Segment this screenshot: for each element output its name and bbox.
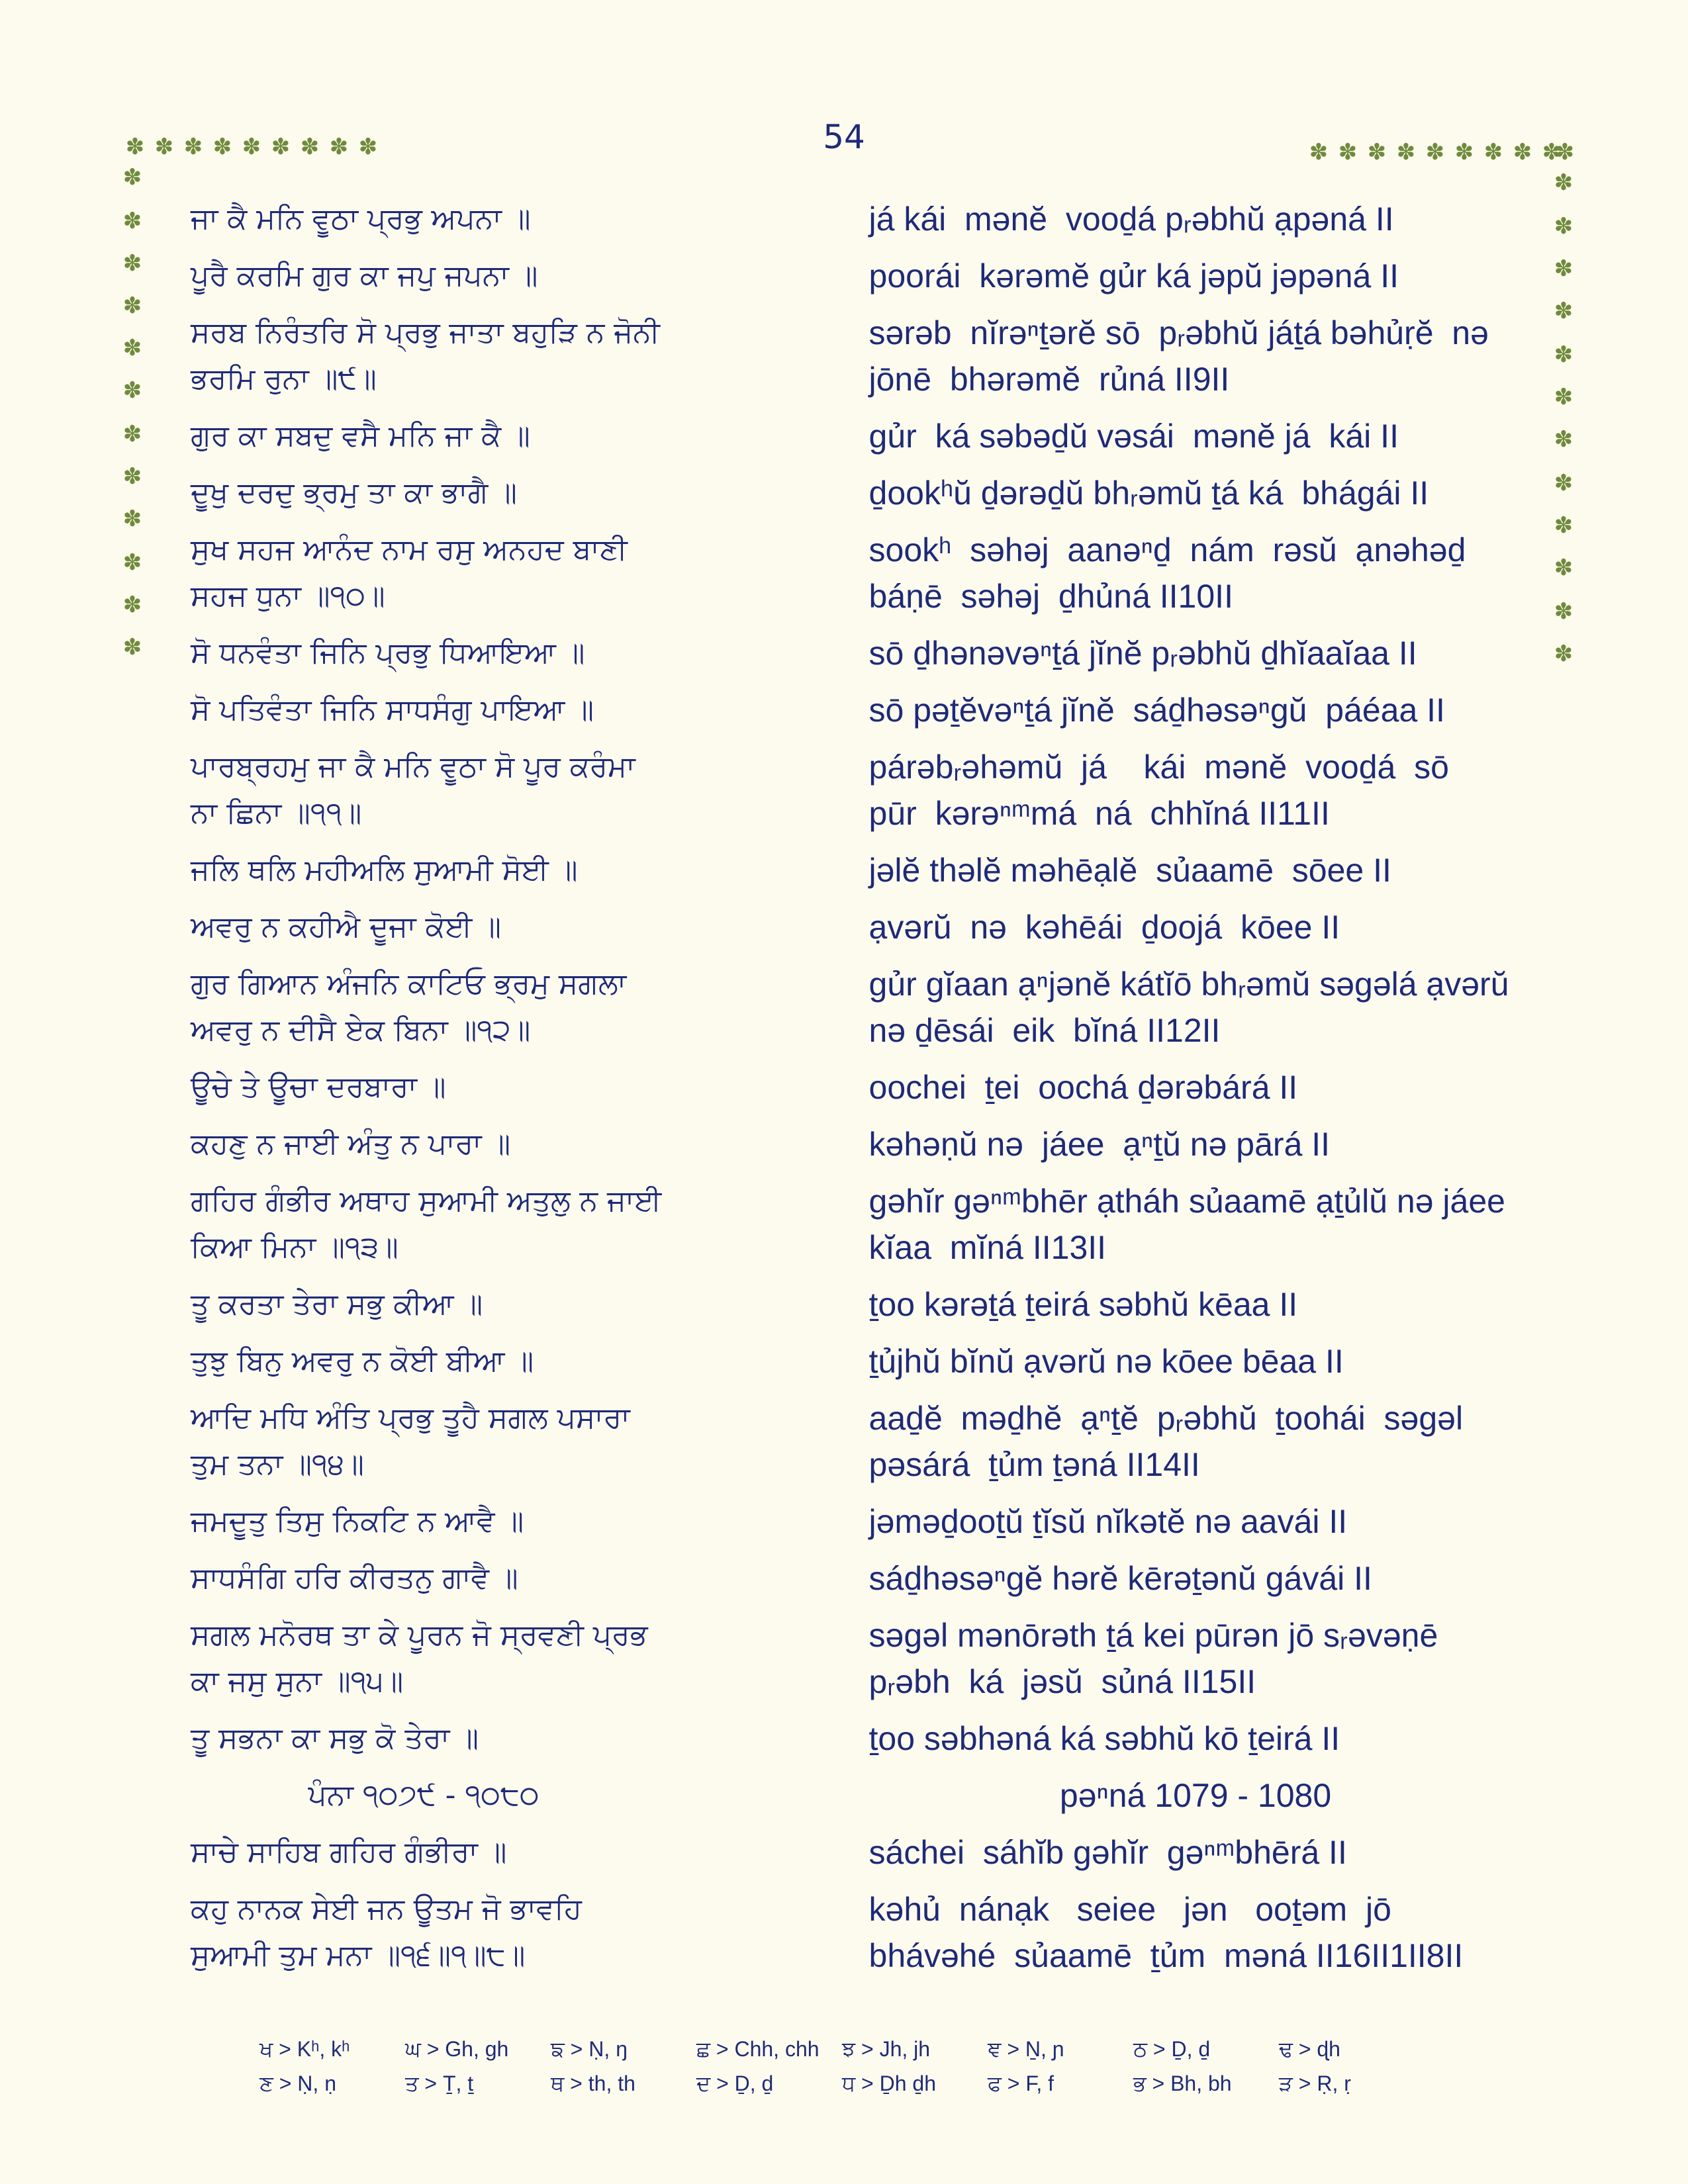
flower-icon: ✽ (122, 377, 142, 404)
gurmukhi-text: ਜਾ ਕੈ ਮਨਿ ਵੂਠਾ ਪ੍ਰਭੁ ਅਪਨਾ ॥ (191, 202, 531, 236)
gurmukhi-text: ਗੁਰ ਕਾ ਸਬਦੁ ਵਸੈ ਮਨਿ ਜਾ ਕੈ ॥ (191, 419, 530, 453)
verse-row (191, 1281, 1515, 1328)
transliteration-text: sō ḏhənəvəⁿṯá jĭnĕ pᵣəbhŭ ḏhĭaaĭaa II (868, 635, 1417, 672)
transliteration-text: párəbᵣəhəmŭ já kái mənĕ vooḏá sō pūr kərəⁿᵐmá ná chhĭná II11II (868, 749, 1486, 832)
verse-row (191, 1715, 1515, 1762)
verse-row (191, 413, 1515, 459)
transliteration-text: já kái mənĕ vooḏá pᵣəbhŭ ạpəná II (868, 201, 1394, 238)
flower-icon: ✽ (1554, 213, 1573, 240)
verse-table (191, 196, 1524, 1989)
gurmukhi-text: ਸਰਬ ਨਿਰੰਤਰਿ ਸੋ ਪ੍ਰਭੁ ਜਾਤਾ ਬਹੁੜਿ ਨ ਜੋਨੀ ਭਰਮਿ ਰੁਨਾ ॥੯॥ (191, 316, 660, 396)
verse-row (191, 470, 1515, 516)
transliteration-text: gủr gĭaan ạⁿjənĕ kátĭō bhᵣəmŭ səgəlá ạvərŭ nə ḏēsái eik bĭná II12II (868, 966, 1519, 1049)
legend-item: ਫ > F, f (988, 2071, 1055, 2095)
verse-row (191, 1121, 1515, 1167)
transliteration-text: ṯoo kərəṯá ṯeirá səbhŭ kēaa II (868, 1286, 1298, 1323)
flower-icon: ✽ (358, 134, 378, 160)
transliteration-text: ạvərŭ nə kəhēái ḏoojá kōee II (868, 909, 1340, 946)
transliteration-text: poorái kərəmĕ gủr ká jəpŭ jəpəná II (868, 257, 1399, 295)
flower-icon: ✽ (122, 506, 142, 532)
verse-row (191, 744, 1515, 837)
flower-icon: ✽ (212, 134, 232, 160)
flower-icon: ✽ (1554, 255, 1573, 282)
gurmukhi-text: ਸਗਲ ਮਨੋਰਥ ਤਾ ਕੇ ਪੂਰਨ ਜੋ ਸ੍ਰਵਣੀ ਪ੍ਰਭ ਕਾ ਜਸੁ ਸੁਨਾ ॥੧੫॥ (191, 1618, 648, 1698)
legend-item: ੜ > Ṛ, ṛ (1279, 2071, 1351, 2095)
verse-row (191, 196, 1515, 242)
flower-icon: ✽ (1396, 139, 1416, 165)
verse-row (191, 1612, 1515, 1705)
flower-icon: ✽ (1554, 426, 1573, 453)
legend-item: ਤ > Ṯ, ṯ (405, 2071, 474, 2095)
gurmukhi-text: ਸੁਖ ਸਹਜ ਆਨੰਦ ਨਾਮ ਰਸੁ ਅਨਹਦ ਬਾਣੀ ਸਹਜ ਧੁਨਾ ॥੧੦॥ (191, 533, 628, 613)
flower-icon: ✽ (1513, 139, 1532, 165)
flower-icon: ✽ (1542, 139, 1562, 165)
legend-item: ਢ > ɖh (1279, 2037, 1340, 2061)
gurmukhi-text: ਕਹਣੁ ਨ ਜਾਈ ਅੰਤੁ ਨ ਪਾਰਾ ॥ (191, 1127, 511, 1161)
gurmukhi-text: ਪਾਰਬ੍ਰਹਮੁ ਜਾ ਕੈ ਮਨਿ ਵੂਠਾ ਸੋ ਪੂਰ ਕਰੰਮਾ ਨਾ ਛਿਨਾ ॥੧੧॥ (191, 750, 635, 830)
legend-item: ਞ > Ṉ, ɲ (988, 2037, 1064, 2061)
gurmukhi-text: ਪੂਰੈ ਕਰਮਿ ਗੁਰ ਕਾ ਜਪੁ ਜਪਨਾ ॥ (191, 259, 538, 293)
verse-row (191, 1178, 1524, 1271)
transliteration-text: sərəb nĭrəⁿṯərĕ sō pᵣəbhŭ jáṯá bəhủṛĕ nə jōnē bhərəmĕ rủná II9II (868, 314, 1507, 398)
gurmukhi-text: ਤੂ ਕਰਤਾ ਤੇਰਾ ਸਭੁ ਕੀਆ ॥ (191, 1287, 483, 1321)
flower-icon: ✽ (1554, 555, 1573, 581)
flower-icon: ✽ (1338, 139, 1358, 165)
gurmukhi-text: ਗੁਰ ਗਿਆਨ ਅੰਜਨਿ ਕਾਟਿਓ ਭ੍ਰਮੁ ਸਗਲਾ ਅਵਰੁ ਨ ਦੀਸੈ ਏਕ ਬਿਨਾ ॥੧੨॥ (191, 967, 627, 1047)
transliteration-text: kəhəṇŭ nə jáee ạⁿṯŭ nə pārá II (868, 1126, 1331, 1163)
gurmukhi-text: ਆਦਿ ਮਧਿ ਅੰਤਿ ਪ੍ਰਭੁ ਤੂਹੈ ਸਗਲ ਪਸਾਰਾ ਤੁਮ ਤਨਾ ॥੧੪॥ (191, 1401, 630, 1481)
flower-icon: ✽ (1554, 598, 1573, 625)
transliteration-text: oochei ṯei oochá ḏərəbárá II (868, 1069, 1298, 1106)
verse-row (191, 904, 1515, 950)
verse-row (191, 687, 1515, 733)
flower-icon: ✽ (122, 421, 142, 447)
legend-row (259, 2071, 1425, 2106)
flower-icon: ✽ (125, 134, 145, 160)
gurmukhi-text: ਗਹਿਰ ਗੰਭੀਰ ਅਥਾਹ ਸੁਆਮੀ ਅਤੁਲੁ ਨ ਜਾਈ ਕਿਆ ਮਿਨਾ ॥੧੩॥ (191, 1184, 662, 1264)
gurmukhi-text: ਤੂ ਸਭਨਾ ਕਾ ਸਭੁ ਕੋ ਤੇਰਾ ॥ (191, 1721, 479, 1755)
flower-icon: ✽ (242, 134, 261, 160)
flower-icon: ✽ (1425, 139, 1445, 165)
gurmukhi-text: ਊਚੇ ਤੇ ਊਚਾ ਦਰਬਾਰਾ ॥ (191, 1070, 446, 1104)
flower-icon: ✽ (122, 463, 142, 490)
page-number: 54 (823, 118, 865, 156)
flower-icon: ✽ (122, 208, 142, 234)
gurmukhi-text: ਅਵਰੁ ਨ ਕਹੀਐ ਦੂਜਾ ਕੋਈ ॥ (191, 910, 502, 944)
verse-row (191, 310, 1515, 402)
legend-item: ਙ > Ṇ, ŋ (551, 2037, 628, 2061)
flower-icon: ✽ (1554, 641, 1573, 667)
flower-icon: ✽ (1554, 384, 1573, 410)
flower-icon: ✽ (1454, 139, 1474, 165)
legend-item: ਥ > th, th (551, 2071, 635, 2095)
flower-icon: ✽ (271, 134, 291, 160)
legend-item: ਘ > Gh, gh (405, 2037, 509, 2061)
flower-icon: ✽ (1554, 169, 1573, 196)
flower-icon: ✽ (122, 293, 142, 319)
verse-row (191, 1886, 1515, 1979)
flower-icon: ✽ (1367, 139, 1387, 165)
gurmukhi-text: ਤੁਝੁ ਬਿਨੁ ਅਵਰੁ ਨ ਕੋਈ ਬੀਆ ॥ (191, 1344, 534, 1378)
legend-item: ਦ > Ḏ, ḏ (696, 2071, 774, 2095)
flower-icon: ✽ (1554, 298, 1573, 324)
transliteration-text: sáḏhəsəⁿgĕ hərĕ kērəṯənŭ gávái II (868, 1560, 1372, 1597)
transliteration-text: sáchei sáhĭb gəhĭr gəⁿᵐbhērá II (868, 1834, 1347, 1871)
legend-item: ਝ > Jh, jh (842, 2037, 931, 2061)
verse-row (191, 847, 1515, 893)
flower-icon: ✽ (122, 164, 142, 191)
verse-row (191, 961, 1519, 1054)
flower-icon: ✽ (1309, 139, 1329, 165)
verse-row (191, 1498, 1515, 1545)
verse-row (191, 1395, 1515, 1488)
verse-row (191, 1555, 1515, 1602)
gurmukhi-text: ਜਮਦੂਤੁ ਤਿਸੁ ਨਿਕਟਿ ਨ ਆਵੈ ॥ (191, 1504, 524, 1538)
flower-icon: ✽ (122, 250, 142, 277)
gurmukhi-text: ਜਲਿ ਥਲਿ ਮਹੀਅਲਿ ਸੁਆਮੀ ਸੋਈ ॥ (191, 853, 578, 887)
transliteration-text: ḏookʰŭ ḏərəḏŭ bhᵣəmŭ ṯá ká bhágái II (868, 475, 1429, 512)
transliteration-text: gəhĭr gəⁿᵐbhēr ạtháh sủaamē ạṯủlŭ nə jáee kĭaa mĭná II13II (868, 1183, 1524, 1266)
verse-row (191, 1064, 1515, 1111)
flower-icon: ✽ (122, 549, 142, 576)
legend-item: ਠ > Ḏ, ḏ (1133, 2037, 1211, 2061)
flower-icon: ✽ (1555, 139, 1575, 165)
gurmukhi-text: ਸੋ ਧਨਵੰਤਾ ਜਿਨਿ ਪ੍ਰਭੁ ਧਿਆਇਆ ॥ (191, 636, 585, 670)
transliteration-text: aaḏĕ məḏhĕ ạⁿṯĕ pᵣəbhŭ ṯoohái səgəl pəsárá ṯủm ṯəná II14II (868, 1400, 1491, 1483)
flower-icon: ✽ (183, 134, 203, 160)
flower-icon: ✽ (122, 634, 142, 660)
legend-item: ਣ > Ṇ, ṇ (259, 2071, 336, 2095)
verse-row (191, 1338, 1515, 1385)
gurmukhi-text: ਸਾਚੇ ਸਾਹਿਬ ਗਹਿਰ ਗੰਭੀਰਾ ॥ (191, 1835, 507, 1869)
gurmukhi-text: ਦੂਖੁ ਦਰਦੁ ਭ੍ਰਮੁ ਤਾ ਕਾ ਭਾਗੈ ॥ (191, 476, 517, 510)
gurmukhi-text: ਕਹੁ ਨਾਨਕ ਸੇਈ ਜਨ ਊਤਮ ਜੋ ਭਾਵਹਿ ਸੁਆਮੀ ਤੁਮ ਮਨਾ ॥੧੬॥੧॥੮॥ (191, 1892, 582, 1972)
flower-icon: ✽ (1554, 512, 1573, 539)
legend-item: ਖ > Kʰ, kʰ (259, 2037, 350, 2061)
flower-icon: ✽ (329, 134, 349, 160)
flower-icon: ✽ (1554, 341, 1573, 368)
transliteration-legend (259, 2037, 1425, 2106)
verse-row (191, 253, 1515, 299)
transliteration-text: ṯoo səbhəná ká səbhŭ kō ṯeirá II (868, 1720, 1340, 1757)
transliteration-text: jəlĕ thəlĕ məhēạlĕ sủaamē sōee II (868, 852, 1391, 889)
legend-item: ਭ > Bh, bh (1133, 2071, 1232, 2095)
section-heading-translit: pəⁿná 1079 - 1080 (1059, 1777, 1332, 1814)
verse-row (191, 1829, 1515, 1876)
section-heading-gurmukhi: ਪੰਨਾ ੧੦੭੯ - ੧੦੮੦ (308, 1778, 539, 1812)
legend-item: ਧ > Ḏh ḏh (842, 2071, 937, 2095)
flower-icon: ✽ (1554, 470, 1573, 496)
flower-icon: ✽ (122, 592, 142, 618)
flower-icon: ✽ (300, 134, 320, 160)
legend-row (259, 2037, 1425, 2071)
verse-row (191, 630, 1515, 676)
section-heading (191, 1772, 1515, 1819)
transliteration-text: sō pəṯĕvəⁿṯá jĭnĕ sáḏhəsəⁿgŭ páéaa II (868, 692, 1445, 729)
transliteration-text: səgəl mənōrəth ṯá kei pūrən jō sᵣəvəṇē pᵣəbh ká jəsŭ sủná II15II (868, 1617, 1448, 1700)
transliteration-text: ṯủjhŭ bĭnŭ ạvərŭ nə kōee bēaa II (868, 1343, 1344, 1380)
flower-icon: ✽ (122, 335, 142, 361)
gurmukhi-text: ਸਾਧਸੰਗਿ ਹਰਿ ਕੀਰਤਨੁ ਗਾਵੈ ॥ (191, 1561, 518, 1595)
transliteration-text: jəməḏooṯŭ ṯĭsŭ nĭkətĕ nə aavái II (868, 1503, 1348, 1540)
legend-item: ਛ > Chh, chh (696, 2037, 820, 2061)
flower-icon: ✽ (1483, 139, 1503, 165)
gurmukhi-text: ਸੋ ਪਤਿਵੰਤਾ ਜਿਨਿ ਸਾਧਸੰਗੁ ਪਾਇਆ ॥ (191, 693, 594, 727)
flower-icon: ✽ (154, 134, 174, 160)
verse-row (191, 527, 1515, 619)
transliteration-text: sookʰ səhəj aanəⁿḏ nám rəsŭ ạnəhəḏ báṇē səhəj ḏhủná II10II (868, 531, 1494, 615)
transliteration-text: kəhủ nánạk seiee jən ooṯəm jō bhávəhé sủaamē ṯủm məná II16II1II8II (868, 1891, 1464, 1974)
transliteration-text: gủr ká səbəḏŭ vəsái mənĕ já kái II (868, 418, 1399, 455)
